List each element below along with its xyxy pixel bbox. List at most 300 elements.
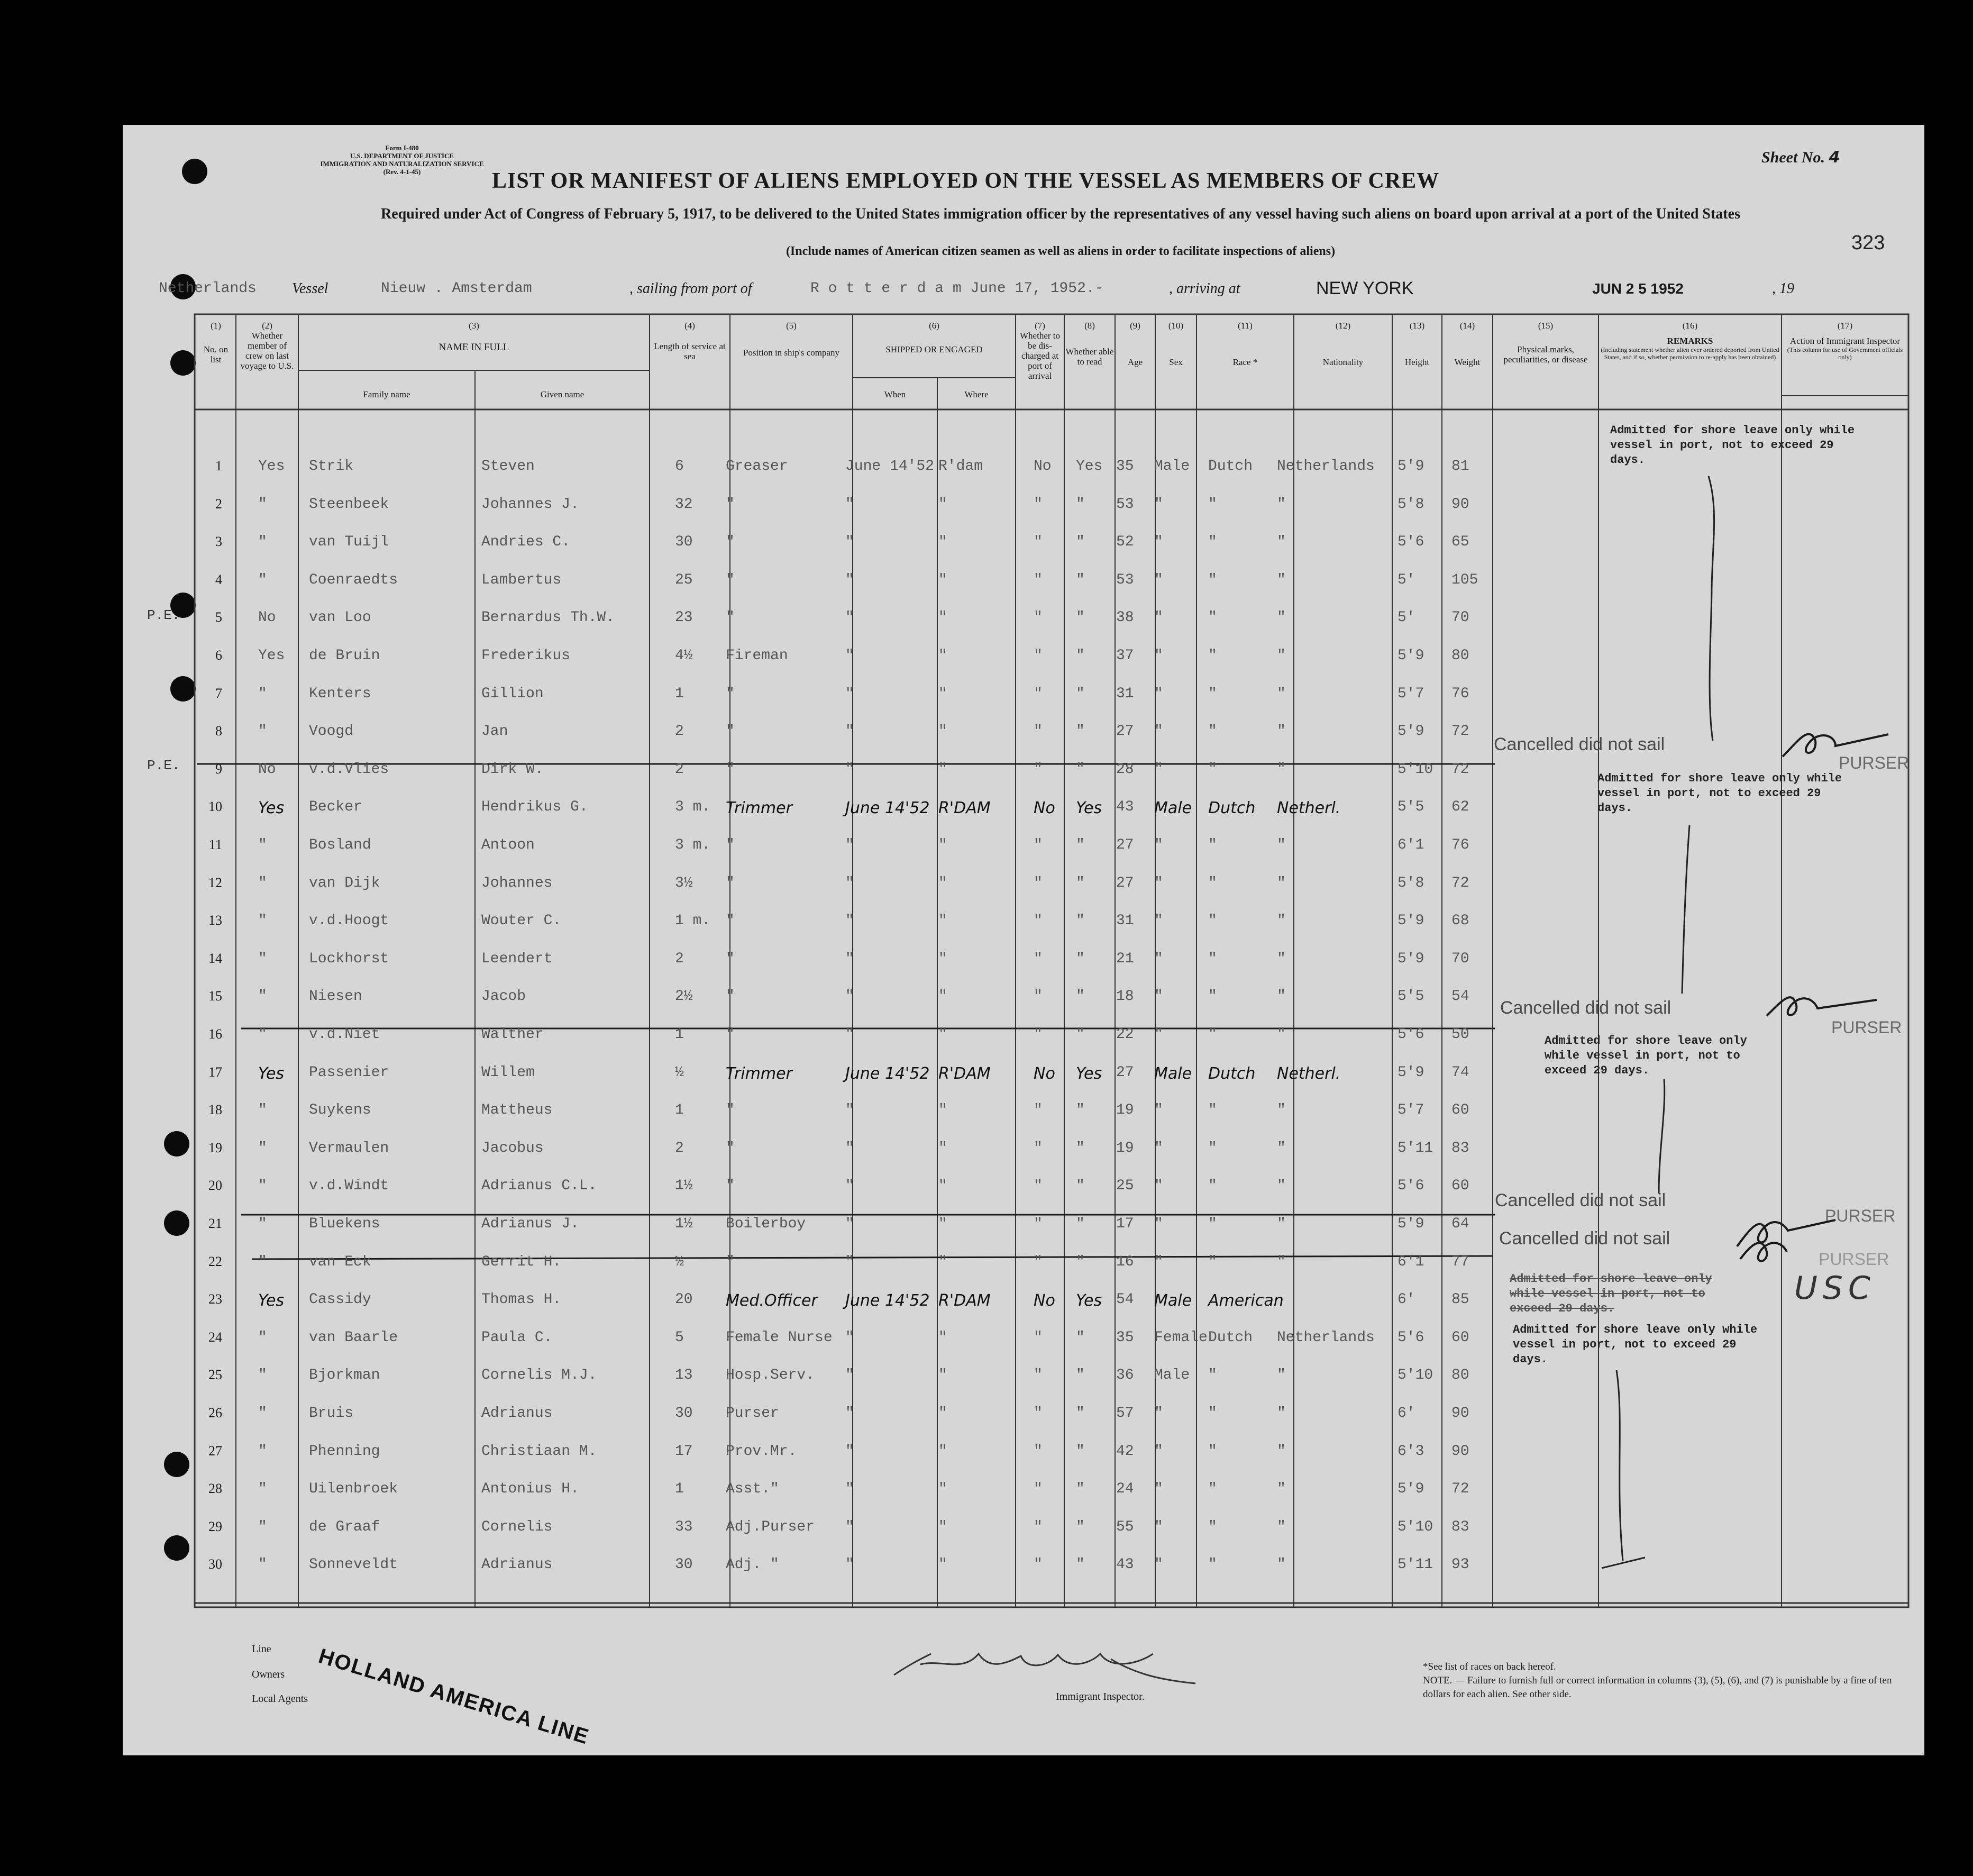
cell-where: " bbox=[938, 1102, 947, 1119]
cell-race: " bbox=[1208, 1026, 1217, 1043]
cell-no: 10 bbox=[208, 799, 222, 815]
cell-height: 5'9 bbox=[1397, 950, 1424, 967]
cell-no: 15 bbox=[208, 988, 222, 1004]
col-label: Action of Immigrant Inspector bbox=[1789, 336, 1901, 346]
cell-length: 1 bbox=[675, 685, 684, 702]
cell-no: 18 bbox=[208, 1102, 222, 1118]
cell-race: " bbox=[1208, 1481, 1217, 1498]
page-subtitle: Required under Act of Congress of February 5, 1917, to be delivered to the United States immigration officer by the representatives of any vessel having such aliens on board upon arrival at a port of the United States bbox=[381, 206, 1740, 222]
cell-where: " bbox=[938, 648, 947, 664]
cancelled-note-row16: Cancelled did not sail bbox=[1500, 998, 1671, 1018]
cell-family: Bluekens bbox=[309, 1216, 380, 1232]
cell-read: " bbox=[1076, 609, 1085, 626]
col-label: Nationality bbox=[1322, 357, 1364, 367]
cell-nat: Netherl. bbox=[1277, 799, 1341, 818]
cell-height: 5'9 bbox=[1397, 648, 1424, 664]
cell-age: 27 bbox=[1116, 723, 1134, 740]
cell-race: " bbox=[1208, 571, 1217, 588]
cell-sex: " bbox=[1154, 496, 1163, 513]
cell-length: 1 bbox=[675, 1026, 684, 1043]
col-index: (12) bbox=[1335, 321, 1351, 331]
cell-race: " bbox=[1208, 496, 1217, 513]
cell-race: " bbox=[1208, 875, 1217, 891]
cell-disch: " bbox=[1034, 1518, 1043, 1535]
cell-weight: 72 bbox=[1451, 723, 1469, 740]
cell-height: 5'6 bbox=[1397, 1178, 1424, 1195]
cell-sex: " bbox=[1154, 1216, 1163, 1232]
cell-read: " bbox=[1076, 571, 1085, 588]
cell-nat: " bbox=[1277, 648, 1286, 664]
cell-where: " bbox=[938, 685, 947, 702]
cell-height: 5' bbox=[1397, 571, 1415, 588]
cell-weight: 70 bbox=[1451, 609, 1469, 626]
cell-where: " bbox=[938, 1443, 947, 1460]
cell-no: 3 bbox=[215, 534, 222, 550]
cell-age: 52 bbox=[1116, 534, 1134, 551]
cell-when: " bbox=[845, 534, 854, 551]
cell-member: No bbox=[258, 609, 276, 626]
cell-disch: " bbox=[1034, 1102, 1043, 1119]
cell-family: Bosland bbox=[309, 837, 371, 853]
cell-when: " bbox=[845, 761, 854, 778]
cell-sex: " bbox=[1154, 723, 1163, 740]
cell-read: " bbox=[1076, 1518, 1085, 1535]
cell-read: " bbox=[1076, 1367, 1085, 1384]
cell-age: 35 bbox=[1116, 458, 1134, 475]
cell-where: R'DAM bbox=[938, 799, 991, 818]
cell-member: " bbox=[258, 1556, 267, 1573]
cell-race: " bbox=[1208, 534, 1217, 551]
cell-when: " bbox=[845, 1329, 854, 1346]
cell-given: Adrianus C.L. bbox=[481, 1178, 597, 1195]
cell-height: 5'6 bbox=[1397, 534, 1424, 551]
cell-weight: 83 bbox=[1451, 1140, 1469, 1156]
cell-weight: 77 bbox=[1451, 1253, 1469, 1270]
cell-age: 27 bbox=[1116, 875, 1134, 891]
cell-sex: " bbox=[1154, 1518, 1163, 1535]
cell-nat: " bbox=[1277, 685, 1286, 702]
line-label: Line bbox=[252, 1643, 271, 1655]
cell-member: " bbox=[258, 837, 267, 853]
col-where-header: Where bbox=[964, 389, 989, 399]
cell-length: ½ bbox=[675, 1064, 684, 1081]
cell-member: " bbox=[258, 1481, 267, 1498]
cell-sex: " bbox=[1154, 875, 1163, 891]
inspector-action-mark: USC bbox=[1794, 1270, 1876, 1307]
cell-where: " bbox=[938, 988, 947, 1005]
cell-length: 2 bbox=[675, 1140, 684, 1156]
cell-where: " bbox=[938, 837, 947, 853]
cell-no: 24 bbox=[208, 1329, 222, 1345]
cell-where: " bbox=[938, 1140, 947, 1156]
cancelled-note-row22: Cancelled did not sail bbox=[1499, 1228, 1670, 1249]
cell-disch: " bbox=[1034, 1556, 1043, 1573]
cell-when: " bbox=[845, 950, 854, 967]
cell-nat: " bbox=[1277, 1481, 1286, 1498]
cell-weight: 76 bbox=[1451, 837, 1469, 853]
col-index: (5) bbox=[786, 321, 797, 331]
cell-sex: " bbox=[1154, 950, 1163, 967]
form-id: Form I-480 bbox=[385, 144, 419, 152]
year-label: , 19 bbox=[1772, 280, 1794, 297]
cell-weight: 72 bbox=[1451, 1481, 1469, 1498]
col-label: Whether member of crew on last voyage to U.S. bbox=[240, 331, 294, 371]
cell-no: 16 bbox=[208, 1026, 222, 1042]
cell-position: Asst." bbox=[726, 1481, 779, 1498]
cell-when: " bbox=[845, 609, 854, 626]
cell-given: Leendert bbox=[481, 950, 553, 967]
cell-nat: Netherlands bbox=[1277, 1329, 1375, 1346]
cell-race: " bbox=[1208, 1253, 1217, 1270]
cell-height: 5' bbox=[1397, 609, 1415, 626]
cell-disch: No bbox=[1034, 1291, 1055, 1310]
cell-race: " bbox=[1208, 1518, 1217, 1535]
cell-no: 23 bbox=[208, 1291, 222, 1307]
cell-disch: " bbox=[1034, 1026, 1043, 1043]
cell-age: 54 bbox=[1116, 1291, 1134, 1308]
remark-shore-leave-3: Admitted for shore leave only while vessel in port, not to exceed 29 days. bbox=[1545, 1034, 1747, 1077]
cell-when: " bbox=[845, 685, 854, 702]
cell-nat: " bbox=[1277, 571, 1286, 588]
cell-when: " bbox=[845, 1405, 854, 1422]
cell-nat: " bbox=[1277, 1367, 1286, 1384]
cell-member: Yes bbox=[258, 799, 285, 818]
cell-read: " bbox=[1076, 1443, 1085, 1460]
col-label: Height bbox=[1404, 357, 1430, 367]
sheet-value: 4 bbox=[1829, 148, 1840, 167]
cell-nat: " bbox=[1277, 1405, 1286, 1422]
cell-height: 5'9 bbox=[1397, 458, 1424, 475]
cell-length: 33 bbox=[675, 1518, 693, 1535]
cell-age: 38 bbox=[1116, 609, 1134, 626]
departure-port: R o t t e r d a m June 17, 1952.- bbox=[810, 280, 1104, 297]
arrival-port: NEW YORK bbox=[1316, 278, 1414, 298]
cell-weight: 68 bbox=[1451, 913, 1469, 930]
cell-where: " bbox=[938, 761, 947, 778]
cell-given: Johannes J. bbox=[481, 496, 579, 513]
cell-race: " bbox=[1208, 609, 1217, 626]
vessel-label: Vessel bbox=[292, 280, 328, 297]
cell-member: " bbox=[258, 1102, 267, 1119]
cell-disch: " bbox=[1034, 837, 1043, 853]
cell-when: " bbox=[845, 1216, 854, 1232]
cell-sex: " bbox=[1154, 837, 1163, 853]
cell-given: Hendrikus G. bbox=[481, 799, 588, 816]
cell-given: Gerrit H. bbox=[481, 1253, 562, 1270]
cell-length: 25 bbox=[675, 571, 693, 588]
cell-given: Cornelis bbox=[481, 1518, 553, 1535]
cell-given: Frederikus bbox=[481, 648, 571, 664]
cell-given: Paula C. bbox=[481, 1329, 553, 1346]
cell-weight: 105 bbox=[1451, 571, 1478, 588]
cell-family: Strik bbox=[309, 458, 354, 475]
cancelled-note-row9: Cancelled did not sail bbox=[1494, 734, 1665, 754]
cell-given: Jan bbox=[481, 723, 508, 740]
cell-read: " bbox=[1076, 950, 1085, 967]
cell-weight: 93 bbox=[1451, 1556, 1469, 1573]
cell-disch: " bbox=[1034, 875, 1043, 891]
col-label: Position in ship's company bbox=[743, 348, 840, 358]
cell-race: " bbox=[1208, 1405, 1217, 1422]
cell-member: " bbox=[258, 1178, 267, 1195]
purser-stamp-row22: PURSER bbox=[1819, 1250, 1889, 1269]
cell-weight: 72 bbox=[1451, 761, 1469, 778]
cell-length: 1½ bbox=[675, 1216, 693, 1232]
cell-when: " bbox=[845, 571, 854, 588]
cell-given: Johannes bbox=[481, 875, 553, 891]
cell-nat: " bbox=[1277, 875, 1286, 891]
cell-length: 20 bbox=[675, 1291, 693, 1308]
cell-weight: 70 bbox=[1451, 950, 1469, 967]
cell-age: 53 bbox=[1116, 496, 1134, 513]
cell-nat: Netherlands bbox=[1277, 458, 1375, 475]
cell-disch: " bbox=[1034, 648, 1043, 664]
cell-sex: " bbox=[1154, 534, 1163, 551]
margin-mark-row5: P.E. bbox=[147, 607, 180, 623]
cell-weight: 76 bbox=[1451, 685, 1469, 702]
cell-weight: 90 bbox=[1451, 1443, 1469, 1460]
cell-age: 43 bbox=[1116, 799, 1134, 816]
purser-stamp-row16: PURSER bbox=[1831, 1018, 1902, 1037]
cell-disch: " bbox=[1034, 685, 1043, 702]
cell-position: Greaser bbox=[726, 458, 788, 475]
cell-position: Hosp.Serv. bbox=[726, 1367, 815, 1384]
cell-no: 20 bbox=[208, 1178, 222, 1194]
cell-no: 25 bbox=[208, 1367, 222, 1383]
cell-member: " bbox=[258, 913, 267, 930]
col-index: (10) bbox=[1168, 321, 1184, 331]
cell-read: " bbox=[1076, 496, 1085, 513]
cell-family: van Eck bbox=[309, 1253, 371, 1270]
cell-no: 11 bbox=[208, 837, 222, 852]
col-note: (This column for use of Government officials only) bbox=[1787, 346, 1903, 361]
margin-mark-row9: P.E. bbox=[147, 758, 180, 773]
col-index: (15) bbox=[1538, 321, 1554, 331]
cell-member: " bbox=[258, 1443, 267, 1460]
cell-where: " bbox=[938, 496, 947, 513]
cell-no: 22 bbox=[208, 1253, 222, 1269]
cell-no: 1 bbox=[215, 458, 222, 473]
cell-family: Voogd bbox=[309, 723, 354, 740]
cell-nat: " bbox=[1277, 1140, 1286, 1156]
cell-nat: " bbox=[1277, 534, 1286, 551]
cell-age: 17 bbox=[1116, 1216, 1134, 1232]
cell-read: " bbox=[1076, 1102, 1085, 1119]
cell-weight: 50 bbox=[1451, 1026, 1469, 1043]
purser-stamp-row9: PURSER bbox=[1839, 753, 1910, 772]
cell-age: 19 bbox=[1116, 1140, 1134, 1156]
cell-member: " bbox=[258, 723, 267, 740]
cell-nat: " bbox=[1277, 1443, 1286, 1460]
cell-nat: " bbox=[1277, 950, 1286, 967]
cell-nat: " bbox=[1277, 988, 1286, 1005]
cell-height: 6'1 bbox=[1397, 837, 1424, 853]
cell-race: " bbox=[1208, 648, 1217, 664]
cell-when: June 14'52 bbox=[845, 458, 935, 475]
cell-length: 30 bbox=[675, 1405, 693, 1422]
cell-position: " bbox=[726, 913, 735, 930]
cell-weight: 80 bbox=[1451, 1367, 1469, 1384]
cell-age: 28 bbox=[1116, 761, 1134, 778]
cell-family: Passenier bbox=[309, 1064, 389, 1081]
col-label: Whether to be dis-charged at port of arrival bbox=[1020, 331, 1060, 381]
cell-when: " bbox=[845, 723, 854, 740]
cell-position: " bbox=[726, 1026, 735, 1043]
cell-read: " bbox=[1076, 1405, 1085, 1422]
cell-age: 21 bbox=[1116, 950, 1134, 967]
col-index: (7) bbox=[1035, 321, 1045, 331]
cell-read: " bbox=[1076, 1140, 1085, 1156]
col-index: (9) bbox=[1130, 321, 1140, 331]
cell-age: 42 bbox=[1116, 1443, 1134, 1460]
cell-sex: " bbox=[1154, 1102, 1163, 1119]
cell-position: Boilerboy bbox=[726, 1216, 806, 1232]
cell-no: 12 bbox=[208, 875, 222, 890]
holland-america-stamp: HOLLAND AMERICA LINE bbox=[316, 1644, 592, 1749]
cell-sex: " bbox=[1154, 1481, 1163, 1498]
cell-family: Uilenbroek bbox=[309, 1481, 398, 1498]
purser-stamp-row21: PURSER bbox=[1825, 1206, 1896, 1225]
cell-no: 14 bbox=[208, 950, 222, 966]
cell-nat: " bbox=[1277, 1556, 1286, 1573]
cell-length: 3 m. bbox=[675, 799, 711, 816]
cell-height: 5'9 bbox=[1397, 1216, 1424, 1232]
cell-member: " bbox=[258, 685, 267, 702]
cell-family: van Loo bbox=[309, 609, 371, 626]
cell-when: " bbox=[845, 837, 854, 853]
cell-position: Adj. " bbox=[726, 1556, 779, 1573]
cell-height: 5'9 bbox=[1397, 1481, 1424, 1498]
cell-age: 43 bbox=[1116, 1556, 1134, 1573]
cell-position: " bbox=[726, 1178, 735, 1195]
col-index: (3) bbox=[469, 321, 479, 331]
cell-position: Female Nurse bbox=[726, 1329, 833, 1346]
cell-member: " bbox=[258, 950, 267, 967]
cell-sex: " bbox=[1154, 1405, 1163, 1422]
cell-family: de Bruin bbox=[309, 648, 380, 664]
cell-weight: 54 bbox=[1451, 988, 1469, 1005]
cell-nat: " bbox=[1277, 723, 1286, 740]
cell-where: R'DAM bbox=[938, 1064, 991, 1083]
cell-family: van Tuijl bbox=[309, 534, 389, 551]
cell-when: " bbox=[845, 1481, 854, 1498]
cell-age: 36 bbox=[1116, 1367, 1134, 1384]
cell-when: " bbox=[845, 1253, 854, 1270]
cell-read: Yes bbox=[1076, 458, 1103, 475]
cell-age: 53 bbox=[1116, 571, 1134, 588]
cell-nat: Netherl. bbox=[1277, 1064, 1341, 1083]
cell-length: 17 bbox=[675, 1443, 693, 1460]
cell-read: " bbox=[1076, 1178, 1085, 1195]
sailing-label: , sailing from port of bbox=[629, 280, 752, 297]
cell-read: " bbox=[1076, 1253, 1085, 1270]
cell-given: Gillion bbox=[481, 685, 544, 702]
cell-position: " bbox=[726, 685, 735, 702]
cell-age: 24 bbox=[1116, 1481, 1134, 1498]
cell-length: 2½ bbox=[675, 988, 693, 1005]
cell-age: 37 bbox=[1116, 648, 1134, 664]
cell-height: 5'10 bbox=[1397, 1518, 1433, 1535]
cell-given: Adrianus J. bbox=[481, 1216, 579, 1232]
cell-family: Bruis bbox=[309, 1405, 354, 1422]
cell-height: 5'10 bbox=[1397, 1367, 1433, 1384]
col-label: Race * bbox=[1232, 357, 1258, 367]
cancelled-note-row21: Cancelled did not sail bbox=[1495, 1190, 1666, 1210]
cell-read: " bbox=[1076, 837, 1085, 853]
cell-given: Mattheus bbox=[481, 1102, 553, 1119]
cell-family: v.d.Hoogt bbox=[309, 913, 389, 930]
cell-race: " bbox=[1208, 988, 1217, 1005]
cell-read: Yes bbox=[1076, 1291, 1102, 1310]
cell-given: Steven bbox=[481, 458, 535, 475]
cell-age: 57 bbox=[1116, 1405, 1134, 1422]
col-label: Whether able to read bbox=[1065, 347, 1114, 367]
cell-when: " bbox=[845, 1140, 854, 1156]
cell-family: Coenraedts bbox=[309, 571, 398, 588]
cell-height: 5'5 bbox=[1397, 799, 1424, 816]
cell-position: " bbox=[726, 723, 735, 740]
cell-when: " bbox=[845, 875, 854, 891]
cell-disch: No bbox=[1034, 799, 1055, 818]
cell-race: " bbox=[1208, 1556, 1217, 1573]
cell-race: Dutch bbox=[1208, 1064, 1256, 1083]
cell-no: 29 bbox=[208, 1518, 222, 1534]
cell-length: 6 bbox=[675, 458, 684, 475]
inspector-signature bbox=[889, 1643, 1206, 1686]
cell-when: " bbox=[845, 1443, 854, 1460]
cell-position: " bbox=[726, 1140, 735, 1156]
cell-position: " bbox=[726, 875, 735, 891]
cell-age: 55 bbox=[1116, 1518, 1134, 1535]
cell-no: 28 bbox=[208, 1481, 222, 1497]
cell-position: Med.Officer bbox=[726, 1291, 818, 1310]
cell-no: 21 bbox=[208, 1216, 222, 1231]
cell-height: 5'7 bbox=[1397, 1102, 1424, 1119]
cell-length: 1 m. bbox=[675, 913, 711, 930]
cell-position: Trimmer bbox=[726, 1064, 792, 1083]
owners-label: Owners bbox=[252, 1669, 285, 1680]
col-given-header: Given name bbox=[540, 389, 584, 399]
cell-height: 5'11 bbox=[1397, 1556, 1433, 1573]
col-label: Age bbox=[1127, 357, 1143, 367]
cell-given: Christiaan M. bbox=[481, 1443, 597, 1460]
cell-nat: " bbox=[1277, 496, 1286, 513]
cell-no: 19 bbox=[208, 1140, 222, 1155]
col-index: (6) bbox=[929, 321, 939, 331]
cell-where: " bbox=[938, 1481, 947, 1498]
cell-when: " bbox=[845, 1178, 854, 1195]
cell-height: 5'6 bbox=[1397, 1026, 1424, 1043]
cell-age: 27 bbox=[1116, 1064, 1134, 1081]
cell-given: Cornelis M.J. bbox=[481, 1367, 597, 1384]
cell-given: Antoon bbox=[481, 837, 535, 853]
cell-when: " bbox=[845, 913, 854, 930]
cell-no: 13 bbox=[208, 913, 222, 928]
cell-where: " bbox=[938, 913, 947, 930]
cell-sex: Male bbox=[1154, 1367, 1190, 1384]
cell-weight: 62 bbox=[1451, 799, 1469, 816]
cell-read: " bbox=[1076, 875, 1085, 891]
cell-member: Yes bbox=[258, 458, 285, 475]
cell-member: Yes bbox=[258, 1064, 285, 1083]
cell-weight: 81 bbox=[1451, 458, 1469, 475]
cell-weight: 72 bbox=[1451, 875, 1469, 891]
col-index: (2) bbox=[262, 321, 272, 331]
cell-when: " bbox=[845, 1518, 854, 1535]
cell-disch: " bbox=[1034, 496, 1043, 513]
cell-disch: " bbox=[1034, 1253, 1043, 1270]
col-when-header: When bbox=[884, 389, 906, 399]
